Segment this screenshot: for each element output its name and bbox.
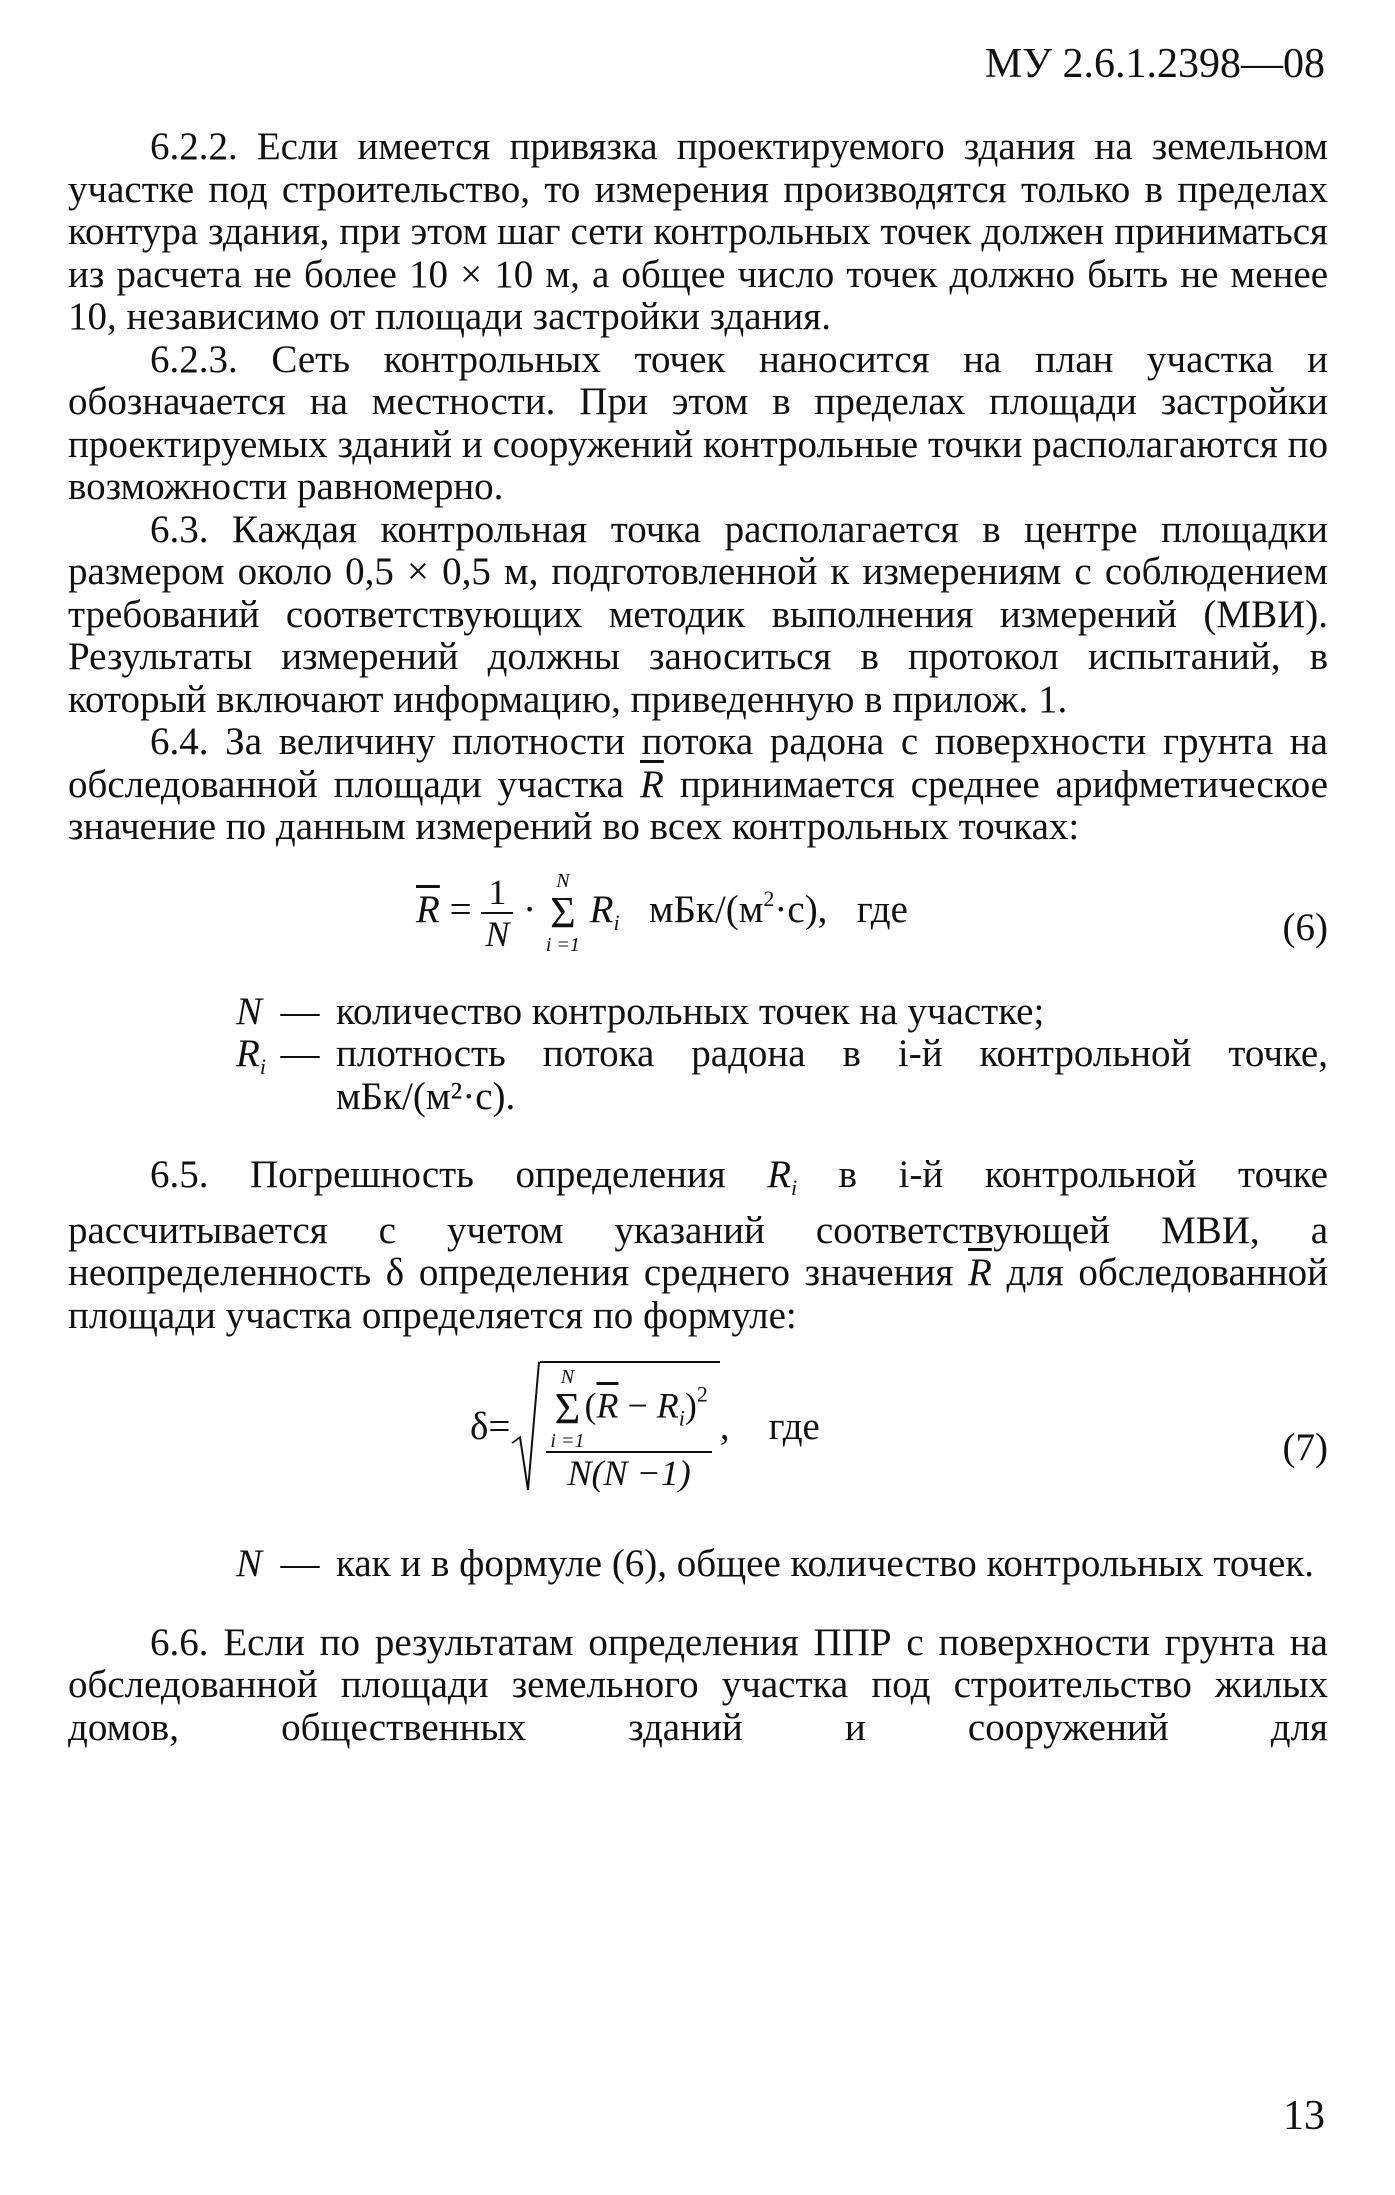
formula-6-units-b: ·с),	[774, 887, 828, 931]
radical-sign-icon	[510, 1361, 540, 1493]
formula-7-definitions	[236, 1543, 1328, 1586]
formula-6-term-sub: i	[613, 909, 620, 935]
formula-6-units-a: мБк/(м	[648, 887, 764, 931]
paragraph-6-5-part1: 6.5. Погрешность определения	[150, 1153, 768, 1196]
formula-6-term: R	[589, 887, 614, 931]
formula-7-sum-lower: i =1	[550, 1430, 585, 1452]
formula-6-sum	[546, 871, 580, 955]
definition-symbol: N	[236, 1542, 263, 1585]
formula-7-ri: R	[656, 1385, 679, 1426]
definition-text: как и в формуле (6), общее количество контрольных точек.	[336, 1542, 1315, 1585]
formula-7	[68, 1351, 1328, 1543]
formula-7-sum-upper: N	[560, 1366, 575, 1388]
paragraph-6-4-part2: принимается среднее арифметическое значение по данным измерений во всех контрольных точках:	[68, 762, 1328, 848]
definition-text: плотность потока радона в i-й контрольной точке, мБк/(м²·с).	[336, 1032, 1328, 1118]
definition-dash: —	[280, 1032, 320, 1075]
r-mean-symbol: $\overline{R}$	[640, 762, 664, 806]
definition-n	[236, 1543, 1328, 1586]
formula-6-numerator: 1	[488, 871, 507, 912]
formula-7-number: (7)	[1282, 1426, 1328, 1469]
definition-symbol-sub: i	[259, 1054, 266, 1079]
formula-7-paren-open: (	[584, 1385, 597, 1426]
definition-n	[236, 991, 1328, 1034]
ri-symbol-sub: i	[791, 1175, 798, 1200]
paragraph-6-4-part1: 6.4. За величину плотности потока радона с поверхности грунта на обследованной площади участка	[68, 720, 1328, 806]
paragraph-6-2-2: 6.2.2. Если имеется привязка проектируемого здания на земельном участке под строительство, то измерения производятся только в пределах контура здания, при этом шаг сети контрольных точек должен приниматься из расчета не более 10 × 10 м, а общее число точек должно быть не менее 10, независимо от площади застройки здания.	[68, 125, 1328, 338]
formula-6-sum-upper: N	[556, 869, 570, 892]
formula-6-fraction	[481, 872, 513, 954]
formula-6	[68, 871, 1328, 991]
formula-7-numerator	[546, 1367, 712, 1451]
formula-6-where: где	[856, 887, 908, 931]
paragraph-6-2-3: 6.2.3. Сеть контрольных точек наносится на план участка и обозначается на местности. При этом в пределах площади застройки проектируемых зданий и сооружений контрольные точки располагаются по возможности равномерно.	[68, 337, 1328, 508]
definition-dash: —	[280, 1542, 320, 1585]
formula-6-dot: ·	[523, 887, 537, 931]
formula-7-fraction	[546, 1367, 712, 1493]
paragraph-6-5-part2: в i-й контрольной точке рассчитывается с учетом указаний соответствующей МВИ, а неопределенность δ определения среднего значения	[68, 1153, 1328, 1294]
formula-6-definitions	[236, 991, 1328, 1119]
paragraph-6-5	[68, 1154, 1328, 1337]
paragraph-6-6: 6.6. Если по результатам определения ППР с поверхности грунта на обследованной площади земельного участка под строительство жилых домов, общественных зданий и сооружений для	[68, 1620, 1328, 1749]
document-number-header: МУ 2.6.1.2398—08	[984, 41, 1325, 87]
formula-7-paren-close: )	[684, 1385, 697, 1426]
formula-7-denominator: N(N −1)	[546, 1451, 712, 1493]
formula-6-denominator: N	[481, 912, 513, 954]
sigma-symbol: Σ	[550, 887, 576, 937]
formula-7-lhs: δ	[470, 1404, 489, 1448]
definition-ri	[236, 1033, 1328, 1118]
paragraph-6-4	[68, 721, 1328, 849]
page-body	[68, 126, 1328, 1749]
square-root	[510, 1361, 720, 1493]
definition-text: количество контрольных точек на участке;	[336, 989, 1045, 1033]
definition-symbol	[236, 1033, 280, 1089]
paragraph-6-5-part3: для обследованной площади участка определяется по формуле:	[68, 1251, 1328, 1337]
r-mean-symbol: $\overline{R}$	[967, 1251, 992, 1294]
formula-7-ri-sub: i	[678, 1405, 685, 1431]
formula-6-number: (6)	[1282, 905, 1328, 949]
formula-7-equals: =	[488, 1404, 511, 1448]
page-number: 13	[1283, 2093, 1325, 2139]
definition-symbol: N	[236, 989, 263, 1033]
formula-6-equals: =	[449, 887, 472, 931]
formula-7-square: 2	[696, 1381, 708, 1407]
formula-7-minus: −	[618, 1385, 657, 1426]
formula-7-comma: ,	[719, 1404, 730, 1448]
formula-6-sum-lower: i =1	[545, 933, 580, 956]
formula-6-units-sup: 2	[763, 885, 775, 911]
paragraph-6-3: 6.3. Каждая контрольная точка располагается в центре площадки размером около 0,5 × 0,5 м, подготовленной к измерениям с соблюдением требований соответствующих методик выполнения измерений (МВИ). Результаты измерений должны заноситься в протокол испытаний, в который включают информацию, приведенную в прилож. 1.	[68, 507, 1328, 721]
formula-6-lhs: $\overline{R}$	[416, 887, 440, 931]
sigma-symbol: Σ	[554, 1384, 581, 1433]
definition-dash: —	[280, 989, 320, 1033]
formula-7-where: где	[768, 1404, 820, 1448]
ri-symbol: R	[767, 1153, 792, 1196]
formula-7-rmean: $\overline{R}$	[596, 1385, 619, 1426]
formula-7-sum	[550, 1367, 584, 1451]
definition-symbol-main: R	[236, 1032, 260, 1075]
